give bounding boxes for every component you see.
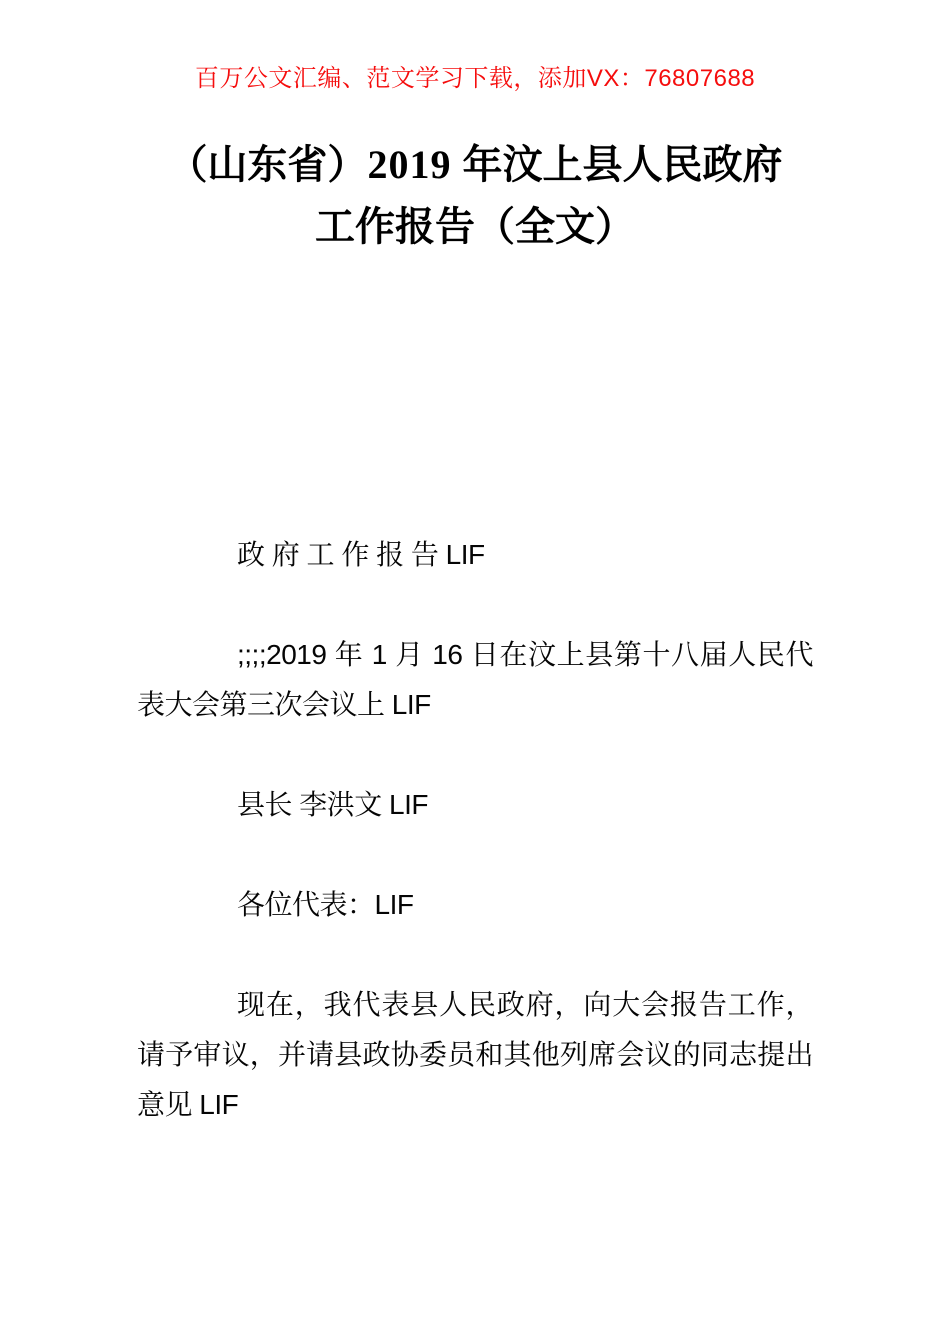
paragraph-speaker-line: 县长 李洪文 LIF	[237, 789, 429, 820]
paragraph-session-line: ;;;;2019 年 1 月 16 日在汶上县第十八届人民代表大会第三次会议上 LIF	[137, 639, 813, 720]
title-part-suffix: 年汶上县人民政府工作报告（全文）	[315, 143, 783, 249]
paragraph-opening-statement: 现在，我代表县人民政府，向大会报告工作，请予审议，并请县政协委员和其他列席会议的同志提出意见 LIF	[137, 989, 813, 1120]
document-title	[153, 134, 798, 258]
document-body	[0, 530, 950, 1130]
paragraph-salutation: 各位代表：LIF	[237, 889, 414, 920]
title-part-prefix: （山东省）	[167, 143, 368, 187]
paragraph-report-heading: 政 府 工 作 报 告 LIF	[237, 539, 485, 570]
promo-watermark-text: 百万公文汇编、范文学习下载，添加VX：76807688	[194, 65, 756, 92]
title-year: 2019	[367, 142, 452, 187]
